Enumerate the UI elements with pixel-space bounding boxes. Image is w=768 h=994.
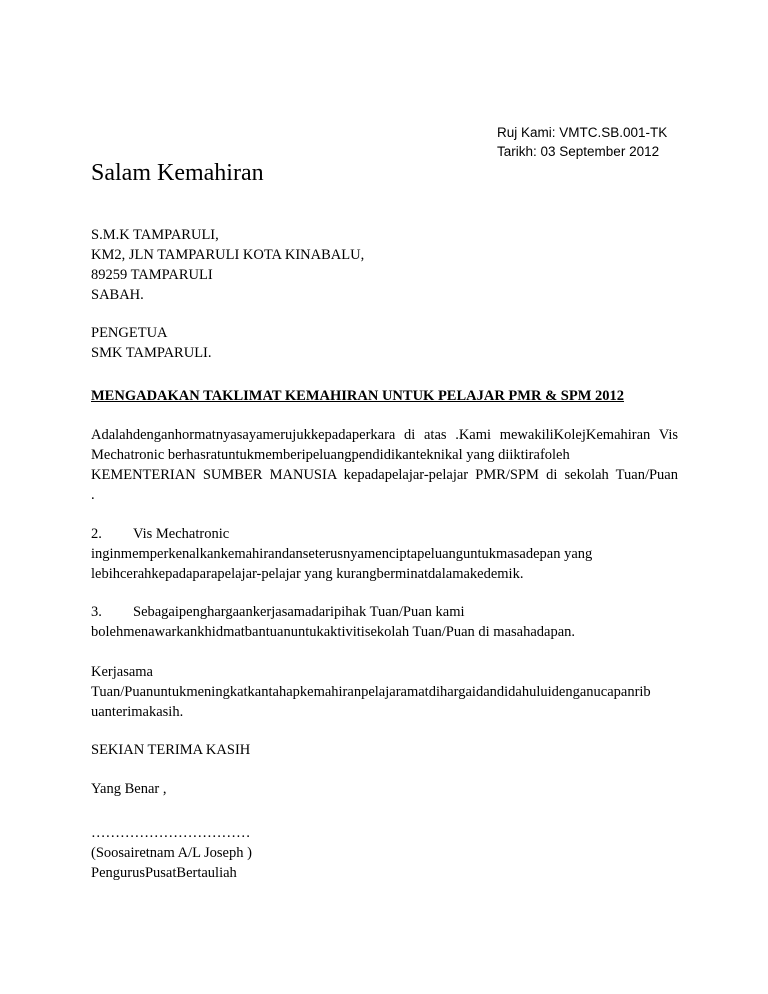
address-line: KM2, JLN TAMPARULI KOTA KINABALU,	[91, 247, 365, 263]
paragraph-first-line	[91, 524, 691, 544]
signature-block	[91, 823, 691, 883]
paragraph-3	[91, 602, 691, 642]
reference-number: Ruj Kami: VMTC.SB.001-TK	[497, 125, 668, 140]
closing-text: SEKIAN TERIMA KASIH	[91, 742, 251, 758]
paragraph-1	[91, 425, 678, 505]
recipient-address	[91, 225, 691, 305]
paragraph-line: Kerjasama	[91, 664, 153, 680]
attention-line: PENGETUA	[91, 325, 168, 341]
signatory-title: PengurusPusatBertauliah	[91, 865, 237, 881]
address-line: SABAH.	[91, 287, 144, 303]
attention-line: SMK TAMPARULI.	[91, 345, 212, 361]
paragraph-text: Sebagaipenghargaankerjasamadaripihak Tuan/Puan kami	[133, 604, 465, 620]
paragraph-text: Vis Mechatronic	[133, 526, 230, 542]
paragraph-line: Tuan/Puanuntukmeningkatkantahapkemahiranpelajaramatdihargaidandidahuluidenganucapanrib	[91, 684, 651, 700]
sign-off-text: Yang Benar ,	[91, 781, 167, 797]
paragraph-line: Adalahdenganhormatnyasayamerujukkepadaperkara di atas .Kami mewakiliKolejKemahiran Vis	[91, 427, 678, 443]
signature-dots: ……………………………	[91, 825, 251, 841]
paragraph-line: uanterimakasih.	[91, 704, 184, 720]
paragraph-line: KEMENTERIAN SUMBER MANUSIA kepadapelajar-pelajar PMR/SPM di sekolah Tuan/Puan	[91, 467, 678, 483]
address-line: S.M.K TAMPARULI,	[91, 227, 219, 243]
letter-subject: MENGADAKAN TAKLIMAT KEMAHIRAN UNTUK PELAJAR PMR & SPM 2012	[91, 388, 625, 404]
sign-off	[91, 779, 691, 799]
paragraph-number: 3.	[91, 604, 102, 620]
paragraph-line: bolehmenawarkankhidmatbantuanuntukaktivitisekolah Tuan/Puan di masahadapan.	[91, 624, 576, 640]
paragraph-first-line	[91, 602, 691, 622]
paragraph-4	[91, 662, 691, 722]
paragraph-2	[91, 524, 691, 584]
paragraph-line: .	[91, 487, 95, 503]
attention-block	[91, 323, 691, 363]
paragraph-number: 2.	[91, 526, 102, 542]
greeting-heading: Salam Kemahiran	[91, 160, 264, 186]
address-line: 89259 TAMPARULI	[91, 267, 213, 283]
signatory-name: (Soosairetnam A/L Joseph )	[91, 845, 252, 861]
closing-line	[91, 740, 691, 760]
letter-date: Tarikh: 03 September 2012	[497, 144, 660, 159]
paragraph-line: inginmemperkenalkankemahirandanseterusnyamenciptapeluanguntukmasadepan yang	[91, 546, 593, 562]
reference-block	[497, 123, 667, 161]
paragraph-line: Mechatronic berhasratuntukmemberipeluangpendidikanteknikal yang diiktirafoleh	[91, 447, 570, 463]
paragraph-line: lebihcerahkepadaparapelajar-pelajar yang kurangberminatdalamakedemik.	[91, 566, 524, 582]
